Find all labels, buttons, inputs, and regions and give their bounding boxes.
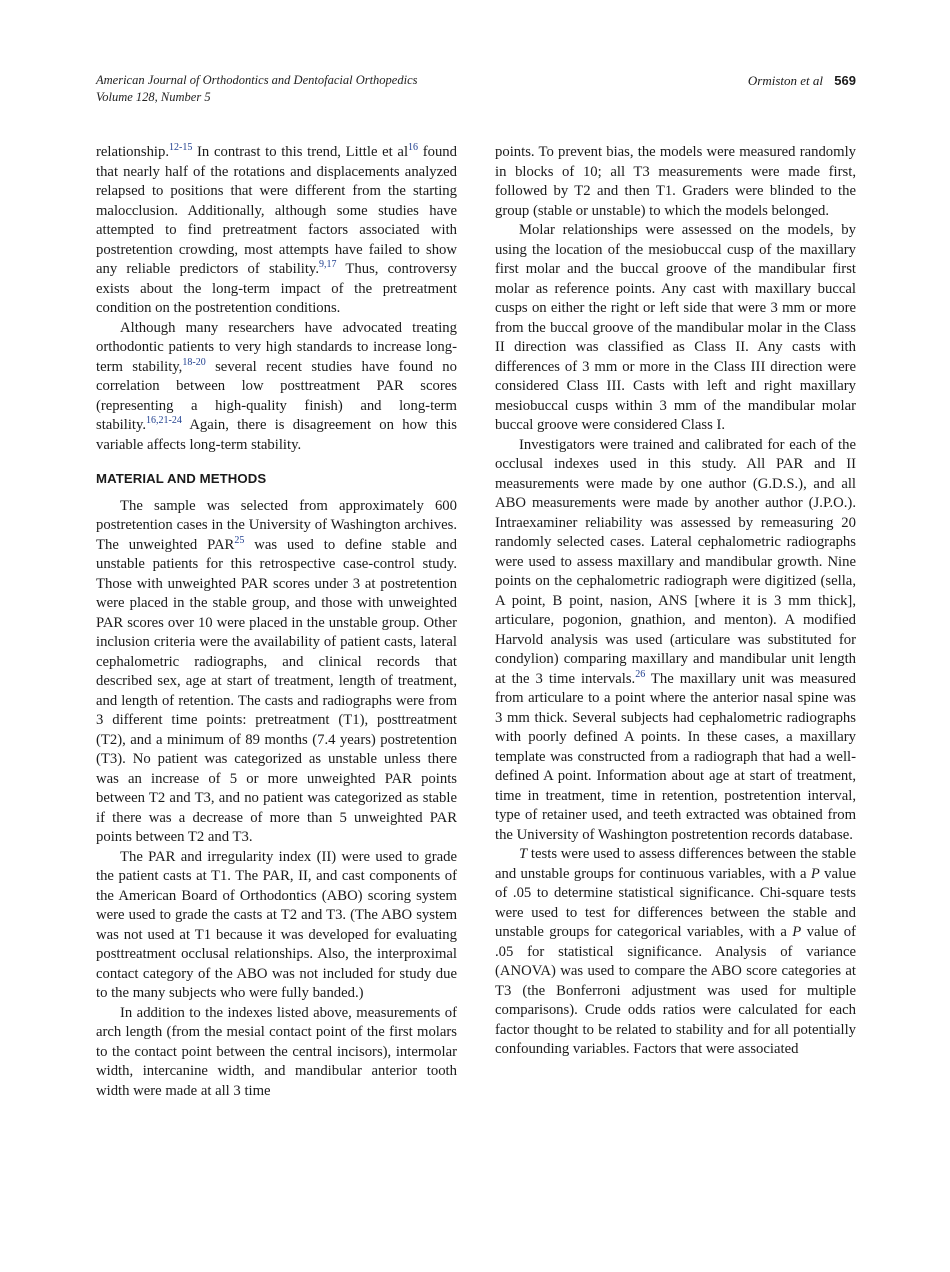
citation-link[interactable]: 18-20 [182, 356, 206, 368]
paragraph: points. To prevent bias, the models were measured randomly in blocks of 10; all T3 measurements were made first, followed by T2 and then T1. Graders were blinded to the group (stable or unstable) to which the models belonged. [495, 144, 856, 219]
paragraph [495, 436, 856, 846]
text-run: The maxillary unit was measured from articulare to a point where the anterior nasal spine was 3 mm thick. Several subjects had cephalometric radiographs with poorly defined A points. In these cases, a maxillary template was constructed from a radiograph that had a well-defined A point. Information about age at start of treatment, time in treatment, time in retention, postretention interval, type of retainer used, and teeth extracted was obtained from the University of Washington postretention records database. [495, 670, 856, 843]
text-run: found that nearly half of the rotations and displacements analyzed relapsed to positions that were different from the starting malocclusion. Additionally, although some studies have attempted to find pretreatment factors associated with postretention crowding, most attempts have failed to show any reliable predictors of stability. [96, 144, 457, 277]
text-run: Thus, controversy exists about the long-term impact of the pretreatment condition on the postretention conditions. [96, 261, 457, 316]
page-number: 569 [834, 73, 856, 88]
text-run: relationship. [96, 144, 170, 160]
text-run: tests were used to assess differences between the stable and unstable groups for continuous variables, with a [495, 846, 856, 882]
paragraph [495, 845, 856, 1060]
running-header-right [748, 72, 856, 89]
text-run: In contrast to this trend, Little et al [192, 144, 409, 160]
text-run: value of .05 for statistical significance. Analysis of variance (ANOVA) was used to compare the ABO score categories at T3 (the Bonferroni adjustment was used for multiple comparisons). Crude odds ratios were calculated for each factor thought to be related to stability and for all potentially confounding variables. Factors that were associated [495, 924, 856, 1057]
italic-term: P [810, 865, 820, 882]
text-run: The sample was selected from approximately 600 postretention cases in the University of Washington archives. The unweighted PAR [96, 497, 457, 553]
text-run: Investigators were trained and calibrated for each of the occlusal indexes used in this study. All PAR and II measurements were made by one author (G.D.S.), and all ABO measurements were made by another author (J.P.O.). Intraexaminer reliability was assessed by remeasuring 20 randomly selected cases. Lateral cephalometric radiographs were used to assess maxillary and mandibular growth. Nine points on the cephalometric radiograph were digitized (sella, A point, B point, nasion, ANS [where it is 3 mm thick], articulare, pogonion, gnathion, and menton). A modified Harvold analysis was used (articulare was substituted for condylion) comparing maxillary and mandibular unit length at the 3 time intervals. [495, 436, 856, 687]
running-author: Ormiston et al [747, 73, 824, 88]
italic-term: P [792, 924, 802, 940]
text-run: several recent studies have found no correlation between low posttreatment PAR scores (representing a high-quality finish) and long-term stability. [96, 358, 457, 433]
right-column [495, 143, 856, 1060]
left-column [96, 143, 457, 1101]
citation-link[interactable]: 26 [635, 668, 646, 680]
journal-title: American Journal of Orthodontics and Dentofacial Orthopedics [96, 73, 418, 87]
text-run: Although many researchers have advocated treating orthodontic patients to very high standards to increase long-term stability, [96, 319, 457, 375]
paragraph: The PAR and irregularity index (II) were used to grade the patient casts at T1. The PAR, II, and cast components of the American Board of Orthodontics (ABO) scoring system were used to grade the casts at T2 and T3. (The ABO system was not used at T1 because it was developed for evaluating posttreatment occlusal relationships. Also, the interproximal contact category of the ABO was not included for study due to the many subjects who were fully banded.) [96, 848, 457, 1001]
text-run: was used to define stable and unstable patients for this retrospective case-control study. Those with unweighted PAR scores under 3 at postretention were placed in the stable group, and those with unweighted PAR scores over 10 were placed in the unstable group. Other inclusion criteria were the availability of patient casts, lateral cephalometric radiographs, and clinical records that described sex, age at start of treatment, length of treatment, and length of retention. The casts and radiographs were from 3 different time points: pretreatment (T1), posttreatment (T2), and a minimum of 89 months (7.4 years) postretention (T3). No patient was categorized as unstable unless there was an increase of 5 or more unweighted PAR points between T2 and T3, and no patient was categorized as stable if there was a decrease of more than 5 unweighted PAR points between T2 and T3. [96, 536, 457, 845]
text-run: Again, there is disagreement on how this variable affects long-term stability. [96, 417, 457, 453]
citation-link[interactable]: 9,17 [319, 259, 337, 270]
citation-link[interactable]: 12-15 [169, 142, 193, 153]
journal-volume: Volume 128, Number 5 [96, 90, 211, 104]
citation-link[interactable]: 25 [234, 534, 245, 546]
running-header-left [96, 72, 418, 106]
paragraph: Molar relationships were assessed on the models, by using the location of the mesiobuccal cusp of the maxillary first molar and the buccal groove of the mandibular first molar as reference points. Any cast with maxillary buccal cusps on either the right or left side that were 3 mm or more from the buccal groove of the mandibular molar in the Class II direction was classified as Class II. Any casts with differences of 3 mm or more in the Class III direction were considered Class III. Casts with left and right maxillary mesiobuccal cusps within 3 mm of the mandibular molar buccal groove were considered Class I. [495, 222, 856, 433]
paragraph [96, 143, 457, 319]
text-run: value of .05 to determine statistical significance. Chi-square tests were used to test for differences between the stable and unstable groups for categorical variables, with a [495, 865, 856, 940]
paragraph: In addition to the indexes listed above, measurements of arch length (from the mesial contact point of the first molars to the contact point between the central incisors), intermolar width, intercanine width, and mandibular anterior tooth width were made at all 3 time [96, 1004, 457, 1099]
citation-link[interactable]: 16 [408, 142, 419, 153]
citation-link[interactable]: 16,21-24 [146, 415, 182, 426]
italic-term: T [519, 846, 528, 862]
section-heading: MATERIAL AND METHODS [96, 471, 267, 486]
paragraph [96, 497, 457, 848]
paragraph [96, 319, 457, 456]
